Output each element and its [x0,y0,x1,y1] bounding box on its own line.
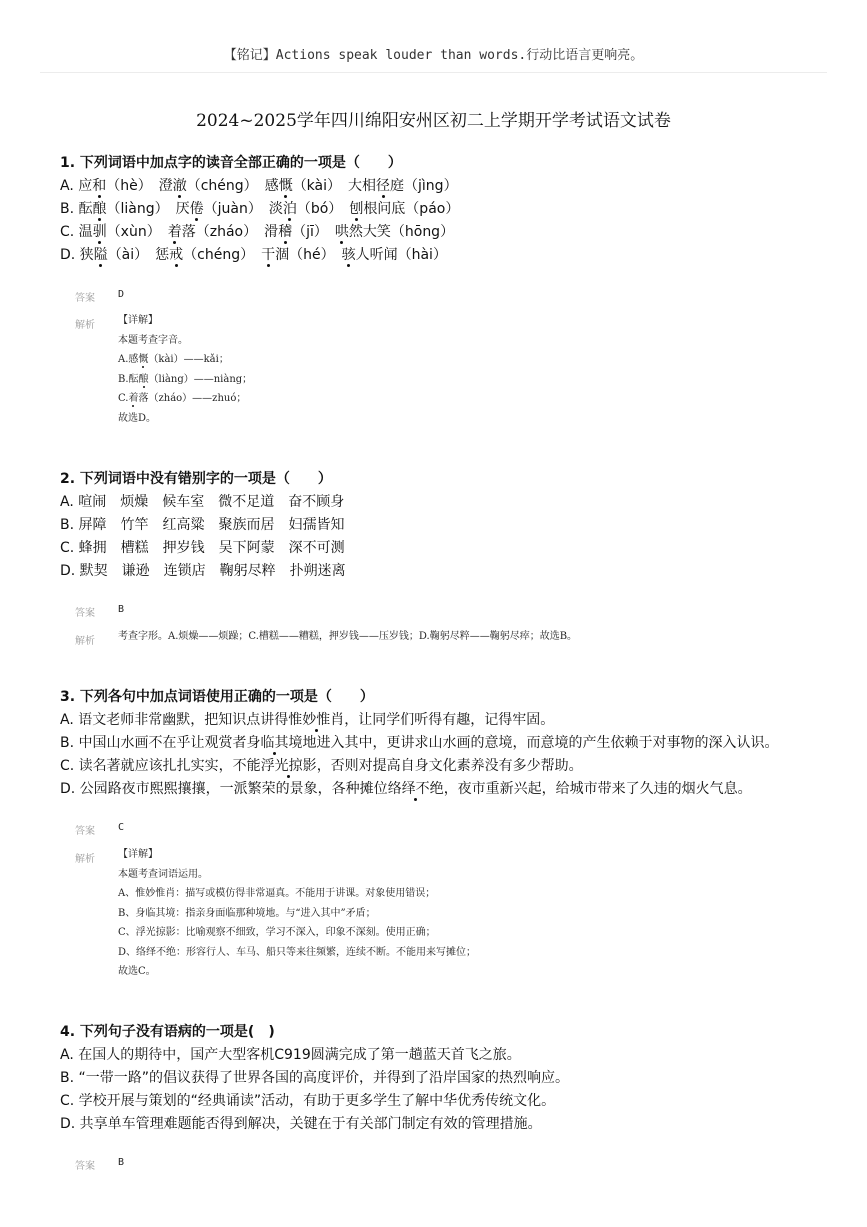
question-2-title: 2. 下列词语中没有错别字的一项是（ ） [60,471,332,487]
question-2-answer: B [118,604,125,615]
question-3-option-c: C. 读名著就应该扎扎实实，不能浮光掠影，否则对提高自身文化素养没有多少帮助。 [60,758,583,774]
question-1-option-c: C. 温驯（xùn） 着落（zháo） 滑稽（jī） 哄然大笑（hōng） [60,224,455,240]
question-4-title: 4. 下列句子没有语病的一项是( ) [60,1024,275,1040]
question-3-option-a: A. 语文老师非常幽默，把知识点讲得惟妙惟肖，让同学们听得有趣，记得牢固。 [60,712,555,728]
answer-label: 答案 [75,1161,95,1172]
answer-label: 答案 [75,826,95,837]
question-1-answer: D [118,289,125,300]
analysis-label: 解析 [75,636,95,647]
question-2-option-b: B. 屏障 竹竿 红高粱 聚族而居 妇孺皆知 [60,517,345,533]
question-4-option-c: C. 学校开展与策划的“经典诵读”活动，有助于更多学生了解中华优秀传统文化。 [60,1093,556,1109]
question-1-option-d: D. 狭隘（ài） 惩戒（chéng） 干涸（hé） 骇人听闻（hài） [60,247,447,263]
question-2-analysis: 考查字形。A.烦燥——烦躁；C.槽糕——糟糕，押岁钱——压岁钱；D.鞠躬尽粹——鞠躬尽瘁；故选B。 [118,631,578,642]
question-1-option-a: A. 应和（hè） 澄澈（chéng） 感慨（kài） 大相径庭（jìng） [60,178,458,194]
question-1-analysis: 【详解】 本题考查字音。 A.感慨（kài）——kǎi； B.酝酿（liàng）——niàng； C.着落（zháo）——zhuó； 故选D。 [118,315,253,424]
question-3-option-b: B. 中国山水画不在乎让观赏者身临其境地进入其中，更讲求山水画的意境，而意境的产生依赖于对事物的深入认识。 [60,735,779,751]
answer-label: 答案 [75,293,95,304]
question-1-option-b: B. 酝酿（liàng） 厌倦（juàn） 淡泊（bó） 刨根问底（páo） [60,201,460,217]
question-4-option-a: A. 在国人的期待中，国产大型客机C919圆满完成了第一趟蓝天首飞之旅。 [60,1047,521,1063]
analysis-label: 解析 [75,854,95,865]
header-motto: 【铭记】Actions speak louder than words.行动比语言更响亮。 [223,48,644,63]
question-3 [60,686,840,801]
question-3-analysis: 【详解】 本题考查词语运用。 A、惟妙惟肖：描写或模仿得非常逼真。不能用于讲课。对象使用错误； B、身临其境：指亲身面临那种境地。与“进入其中”矛盾； C、浮光掠影：比喻观察不细致，学习不深入，印象不深刻。使用正确； D、络绎不绝：形容行人、车马、船只等来往频繁，连续不断。不能用来写摊位； 故选C。 [118,849,477,977]
question-3-title: 3. 下列各句中加点词语使用正确的一项是（ ） [60,689,374,705]
option-text: 感 [264,178,279,194]
question-1 [60,152,840,267]
header-divider [40,72,827,73]
question-4 [60,1021,840,1136]
question-2-option-a: A. 喧闹 烦燥 候车室 微不足道 奋不顾身 [60,494,345,510]
question-2-option-c: C. 蜂拥 槽糕 押岁钱 吴下阿蒙 深不可测 [60,540,345,556]
answer-label: 答案 [75,608,95,619]
analysis-label: 解析 [75,320,95,331]
question-2-option-d: D. 默契 谦逊 连锁店 鞠躬尽粹 扑朔迷离 [60,563,346,579]
question-3-option-d: D. 公园路夜市熙熙攘攘，一派繁荣的景象，各种摊位络绎不绝，夜市重新兴起，给城市带来了久违的烟火气息。 [60,781,752,797]
question-2 [60,468,840,583]
document-title: 2024~2025学年四川绵阳安州区初二上学期开学考试语文试卷 [196,111,671,131]
question-4-option-d: D. 共享单车管理难题能否得到解决，关键在于有关部门制定有效的管理措施。 [60,1116,542,1132]
question-4-option-b: B. “一带一路”的倡议获得了世界各国的高度评价，并得到了沿岸国家的热烈响应。 [60,1070,570,1086]
question-1-title: 1. 下列词语中加点字的读音全部正确的一项是（ ） [60,155,402,171]
question-3-answer: C [118,822,125,833]
question-4-answer: B [118,1157,125,1168]
